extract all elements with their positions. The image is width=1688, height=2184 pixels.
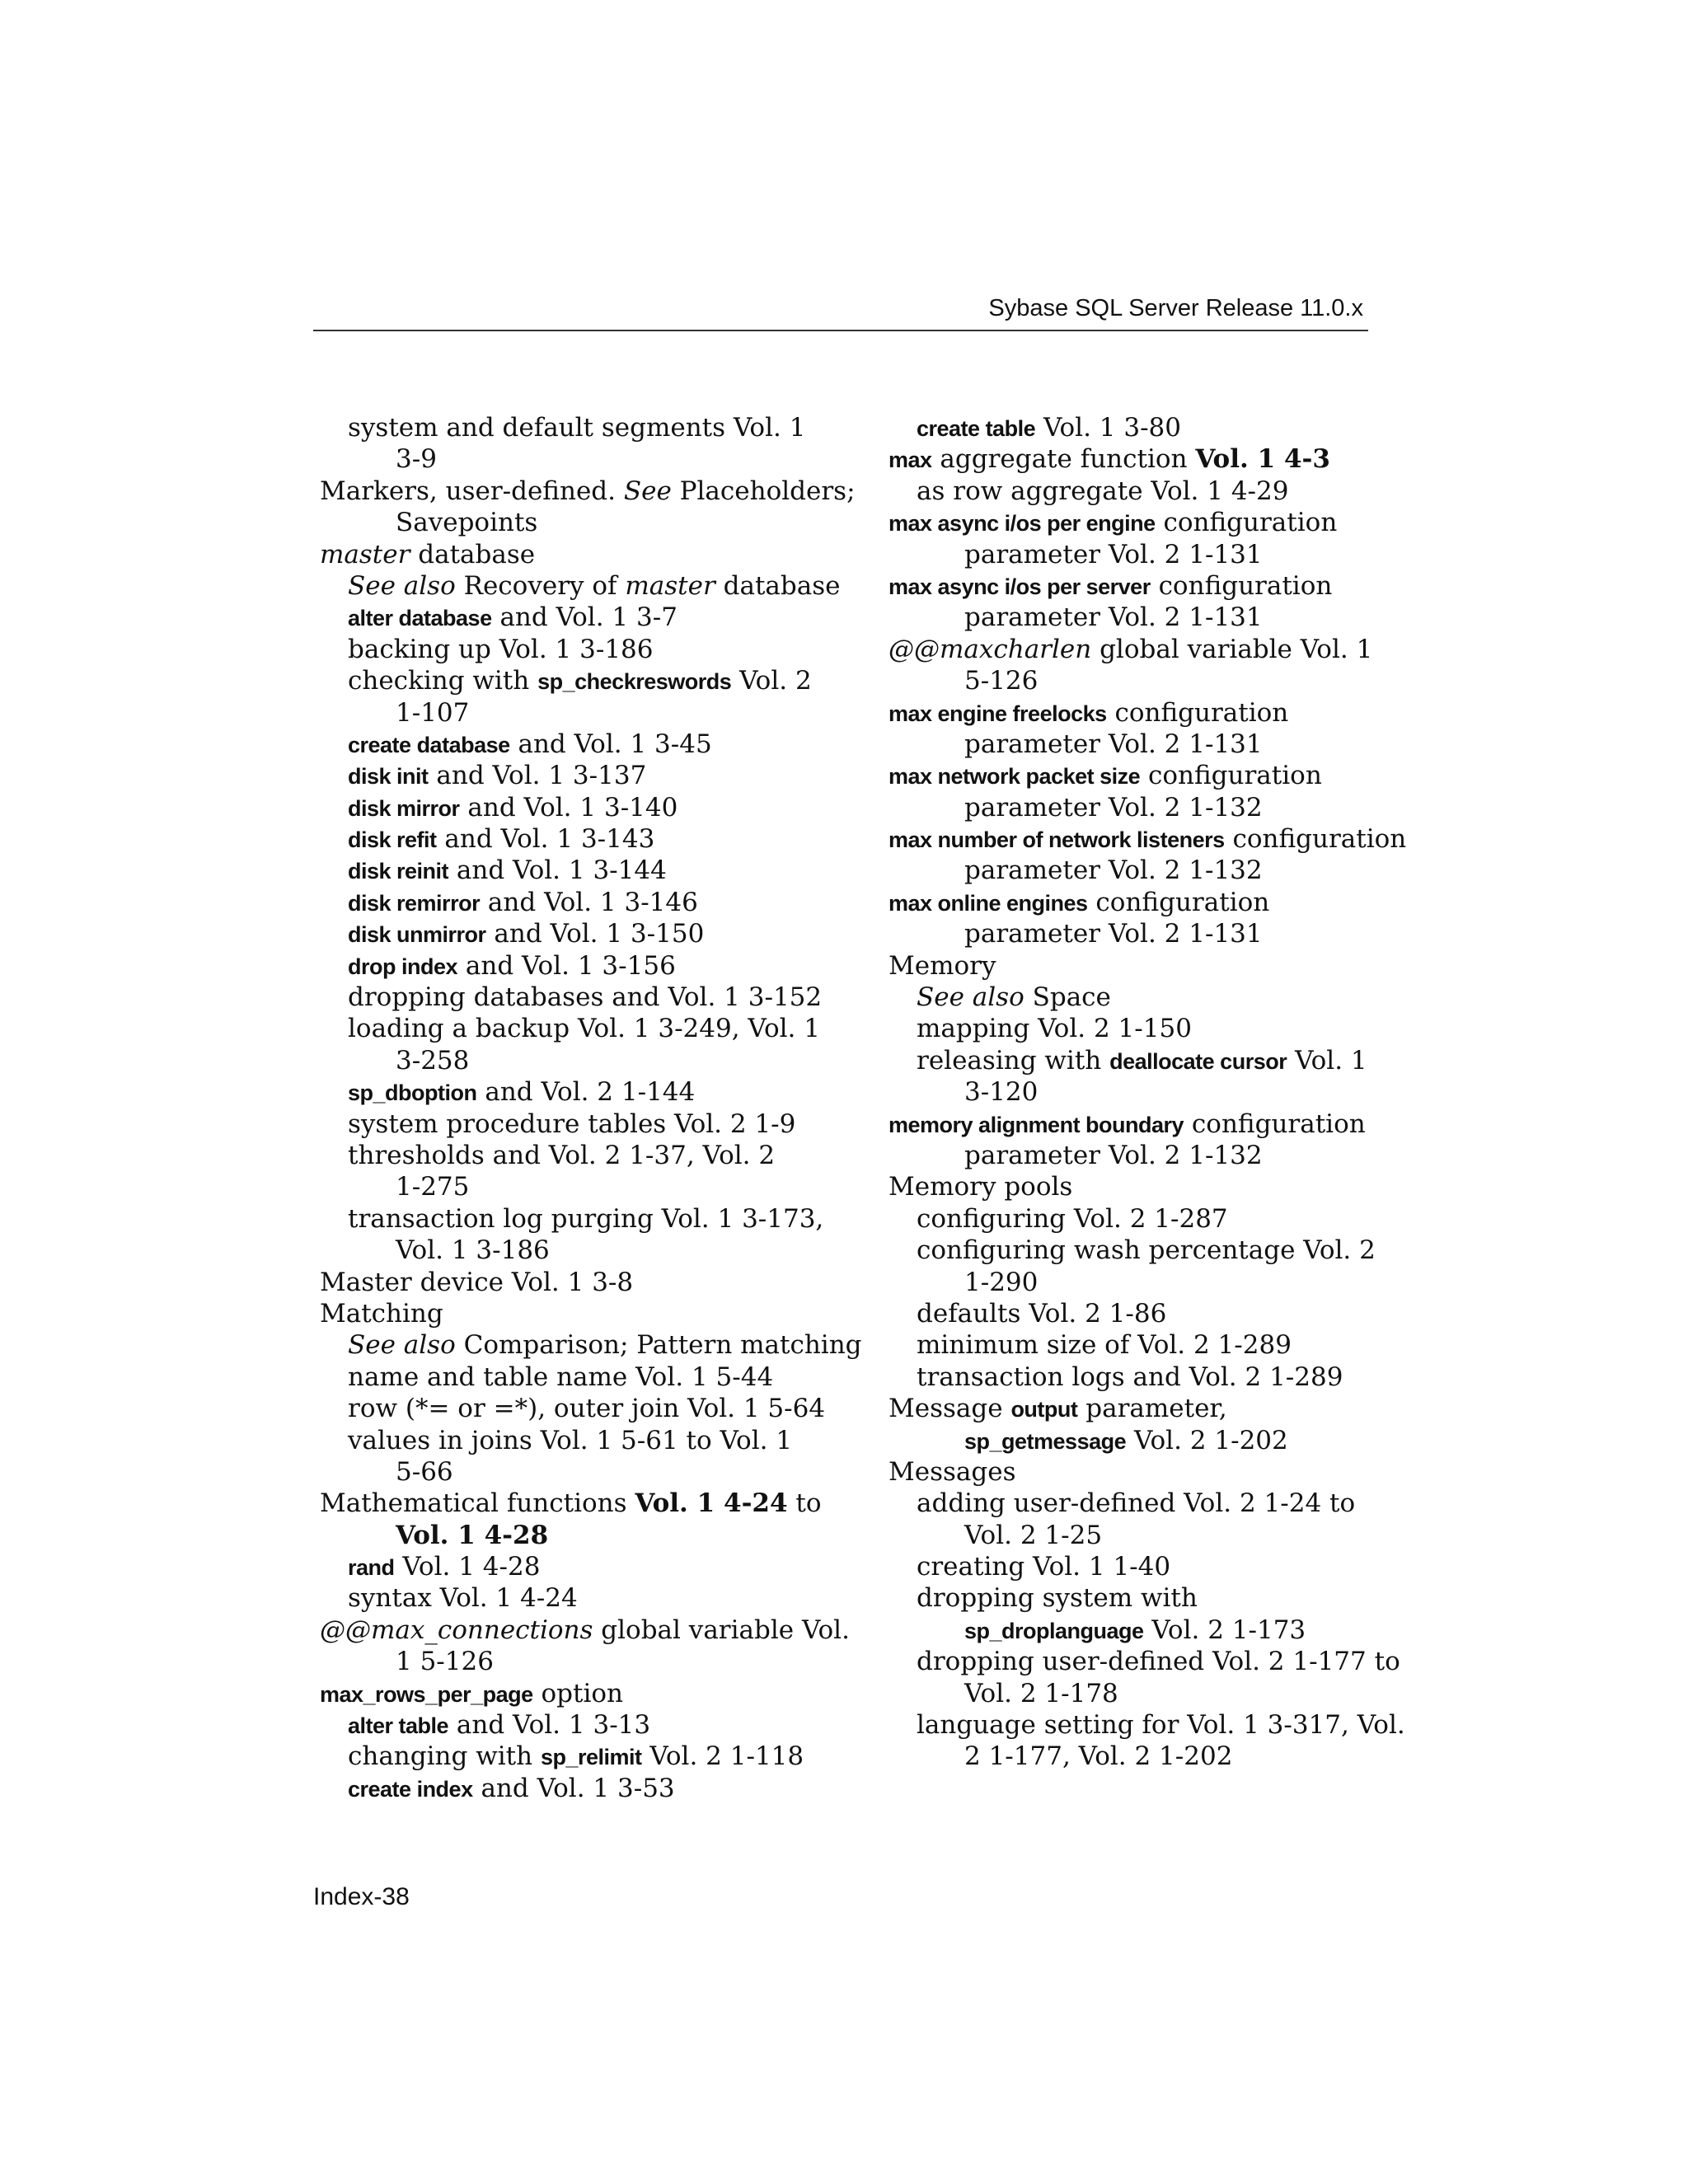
index-entry-line (889, 855, 1383, 886)
entry-text: Vol. 1 3-186 (396, 1235, 550, 1266)
index-entry-line (889, 665, 1383, 696)
code-term: create index (348, 1776, 473, 1802)
index-entry-line (320, 1045, 831, 1076)
index-entry-line (320, 823, 831, 855)
index-entry-line (889, 1709, 1405, 1741)
italic-term: master (320, 539, 410, 569)
index-entry-line (320, 1520, 831, 1551)
index-entry-line (889, 1456, 1383, 1488)
entry-text: changing with (348, 1741, 541, 1772)
index-entry-line (320, 570, 841, 602)
entry-text: parameter Vol. 2 1-132 (964, 792, 1263, 823)
index-entry-line (320, 1298, 831, 1329)
index-entry-line (889, 1678, 1383, 1709)
index-entry-line (320, 1108, 831, 1140)
index-entry-line (320, 1646, 831, 1677)
index-entry-line (320, 1709, 831, 1741)
running-header (313, 290, 1368, 331)
code-term: sp_droplanguage (964, 1618, 1144, 1643)
code-term: max async i/os per server (889, 574, 1151, 599)
entry-text: dropping databases and Vol. 1 3-152 (348, 982, 823, 1013)
bold-reference: Vol. 1 4-28 (396, 1520, 549, 1550)
entry-text: and Vol. 1 3-144 (448, 855, 667, 886)
entry-text: parameter, (1077, 1394, 1227, 1424)
entry-text: minimum size of Vol. 2 1-289 (917, 1330, 1292, 1361)
index-entry-line (320, 729, 831, 760)
entry-text: configuration (1155, 508, 1338, 538)
entry-text: parameter Vol. 2 1-131 (964, 919, 1263, 949)
index-entry-line (889, 602, 1383, 633)
code-term: create database (348, 732, 510, 757)
index-entry-line (320, 1171, 831, 1202)
entry-text: parameter Vol. 2 1-131 (964, 539, 1263, 569)
index-entry-line (889, 1171, 1383, 1202)
entry-text: Mathematical functions (320, 1488, 635, 1519)
code-term: sp_relimit (540, 1745, 642, 1770)
index-entry-line (320, 1013, 831, 1044)
index-entry-line (320, 539, 831, 570)
index-entry-line (320, 634, 831, 665)
index-entry-line (889, 697, 1383, 729)
index-entry-line (320, 1741, 831, 1772)
index-entry-line (889, 1329, 1383, 1361)
entry-text: Vol. 2 1-178 (964, 1678, 1118, 1708)
index-entry-line (889, 887, 1383, 918)
code-term: create table (917, 416, 1036, 441)
entry-text: and Vol. 1 3-156 (457, 950, 676, 981)
index-entry-line (320, 1488, 831, 1519)
italic-term: @@max_connections (320, 1615, 593, 1645)
index-entry-line (320, 855, 831, 886)
entry-text: configuration (1087, 887, 1270, 917)
code-term: max async i/os per engine (889, 511, 1156, 537)
index-entry-line (889, 982, 1383, 1013)
index-entry-line (889, 1582, 1383, 1614)
index-entry-line (889, 1741, 1383, 1772)
code-term: max online engines (889, 890, 1088, 916)
index-entry-line (320, 950, 831, 982)
entry-text: Master device Vol. 1 3-8 (320, 1267, 634, 1297)
running-header-title: Sybase SQL Server Release 11.0.x (988, 295, 1363, 321)
entry-text: dropping user-defined Vol. 2 1-177 to (917, 1647, 1400, 1677)
entry-text: 5-66 (396, 1456, 453, 1487)
index-entry-line (889, 1551, 1383, 1582)
entry-text: language setting for Vol. 1 3-317, Vol. (917, 1710, 1405, 1741)
code-term: disk refit (348, 827, 437, 853)
entry-text: transaction logs and Vol. 2 1-289 (917, 1361, 1343, 1392)
index-entry-line (889, 1615, 1383, 1646)
index-entry-line (320, 1393, 831, 1424)
entry-text: Comparison; Pattern matching (455, 1330, 862, 1361)
entry-text: values in joins Vol. 1 5-61 to Vol. 1 (348, 1425, 793, 1455)
entry-text: and Vol. 1 3-146 (480, 887, 698, 917)
entry-text: and Vol. 1 3-13 (448, 1710, 651, 1741)
entry-text: database (715, 570, 841, 601)
index-entry-line (889, 1646, 1400, 1677)
entry-text: defaults Vol. 2 1-86 (917, 1298, 1167, 1329)
index-entry-line (889, 443, 1383, 475)
code-term: sp_getmessage (964, 1428, 1127, 1454)
index-entry-line (889, 1425, 1383, 1456)
index-entry-line (889, 634, 1383, 665)
italic-term: See also (348, 570, 456, 601)
index-entry-line (889, 1393, 1383, 1424)
entry-text: and Vol. 1 3-143 (436, 824, 655, 855)
entry-text: global variable Vol. (593, 1615, 850, 1645)
index-entry-line (889, 1076, 1383, 1108)
code-term: disk init (348, 764, 429, 790)
code-term: sp_dboption (348, 1080, 477, 1106)
entry-text: and Vol. 1 3-140 (459, 792, 678, 823)
index-entry-line (889, 729, 1383, 760)
index-entry-line (889, 1108, 1383, 1140)
italic-term: master (625, 570, 715, 601)
index-entry-line (320, 665, 831, 696)
entry-text: 1-275 (396, 1172, 470, 1202)
index-entry-line (320, 760, 831, 791)
code-term: deallocate cursor (1109, 1048, 1287, 1074)
index-entry-line (889, 1235, 1383, 1266)
index-entry-line (889, 412, 1383, 443)
index-entry-line (889, 507, 1383, 538)
index-entry-line (320, 982, 831, 1013)
index-entry-line (889, 1045, 1383, 1076)
index-entry-line (320, 1235, 831, 1266)
entry-text: configuring wash percentage Vol. 2 (917, 1235, 1376, 1266)
index-entry-line (320, 1361, 831, 1393)
index-entry-line (889, 1013, 1383, 1044)
entry-text: configuration (1106, 697, 1289, 728)
code-term: alter table (348, 1713, 449, 1739)
entry-text: Vol. 2 (731, 666, 812, 696)
index-entry-line (889, 918, 1383, 949)
page-number: Index-38 (313, 1883, 410, 1910)
entry-text: database (410, 539, 536, 569)
code-term: disk remirror (348, 890, 481, 916)
entry-text: creating Vol. 1 1-40 (917, 1552, 1171, 1582)
entry-text: loading a backup Vol. 1 3-249, Vol. 1 (348, 1014, 820, 1044)
code-term: max number of network listeners (889, 827, 1225, 853)
bold-reference: Vol. 1 4-3 (1195, 444, 1330, 475)
italic-term: @@maxcharlen (889, 634, 1092, 664)
index-entry-line (889, 950, 1383, 982)
entry-text: global variable Vol. 1 (1091, 634, 1373, 664)
entry-text: backing up Vol. 1 3-186 (348, 634, 654, 664)
entry-text: and Vol. 1 3-53 (472, 1773, 675, 1803)
italic-term: See also (348, 1330, 456, 1361)
entry-text: to (787, 1488, 822, 1519)
entry-text: Vol. 1 3-80 (1035, 413, 1181, 443)
index-entry-line (889, 570, 1383, 602)
index-entry-line (889, 1140, 1383, 1171)
entry-text: Placeholders; (671, 476, 856, 506)
entry-text: Messages (889, 1456, 1016, 1487)
code-term: max engine freelocks (889, 701, 1107, 726)
entry-text: 5-126 (964, 666, 1039, 696)
code-term: memory alignment boundary (889, 1112, 1184, 1137)
entry-text: Vol. 2 1-25 (964, 1520, 1103, 1550)
entry-text: Matching (320, 1298, 443, 1329)
index-entry-line (889, 792, 1383, 823)
entry-text: configuration (1224, 824, 1407, 855)
entry-text: 1 5-126 (396, 1647, 494, 1677)
index-entry-line (320, 1678, 831, 1709)
code-term: alter database (348, 606, 492, 631)
index-entry-line (889, 1520, 1383, 1551)
index-entry-line (320, 1551, 831, 1582)
entry-text: Recovery of (455, 570, 626, 601)
entry-text: Vol. 1 (1287, 1045, 1367, 1076)
index-entry-line (320, 697, 831, 729)
entry-text: row (*= or =*), outer join Vol. 1 5-64 (348, 1394, 826, 1424)
index-entry-line (320, 1076, 831, 1108)
code-term: disk mirror (348, 795, 460, 821)
entry-text: thresholds and Vol. 2 1-37, Vol. 2 (348, 1140, 776, 1170)
entry-text: parameter Vol. 2 1-131 (964, 729, 1263, 759)
entry-text: Vol. 2 1-173 (1143, 1615, 1306, 1645)
entry-text: mapping Vol. 2 1-150 (917, 1014, 1192, 1044)
index-entry-line (889, 760, 1383, 791)
entry-text: and Vol. 1 3-7 (491, 602, 678, 633)
entry-text: and Vol. 1 3-45 (509, 729, 712, 759)
index-entry-line (889, 539, 1383, 570)
code-term: max (889, 448, 932, 473)
entry-text: configuration (1184, 1108, 1366, 1139)
entry-text: Savepoints (396, 508, 538, 538)
entry-text: transaction log purging Vol. 1 3-173, (348, 1203, 824, 1234)
index-entry-line (320, 1456, 831, 1488)
entry-text: Vol. 2 1-118 (641, 1741, 804, 1772)
entry-text: parameter Vol. 2 1-132 (964, 855, 1263, 886)
entry-text: Message (889, 1394, 1011, 1424)
index-entry-line (320, 443, 831, 475)
entry-text: option (532, 1678, 624, 1708)
index-entry-line (889, 823, 1407, 855)
entry-text: 3-120 (964, 1077, 1039, 1108)
index-entry-line (320, 1267, 831, 1298)
entry-text: parameter Vol. 2 1-132 (964, 1140, 1263, 1170)
entry-text: and Vol. 2 1-144 (476, 1077, 696, 1108)
index-entry-line (320, 1140, 831, 1171)
italic-term: See (623, 476, 672, 506)
index-entry-line (889, 1488, 1383, 1519)
index-entry-line (889, 1267, 1383, 1298)
entry-text: Vol. 2 1-202 (1126, 1425, 1288, 1455)
index-entry-line (320, 1582, 831, 1614)
entry-text: 3-9 (396, 444, 437, 475)
entry-text: Space (1024, 982, 1111, 1013)
code-term: disk reinit (348, 859, 449, 884)
index-entry-line (889, 1298, 1383, 1329)
entry-text: aggregate function (931, 444, 1196, 475)
index-entry-line (320, 1203, 831, 1235)
entry-text: 1-107 (396, 697, 470, 728)
entry-text: syntax Vol. 1 4-24 (348, 1583, 578, 1614)
entry-text: Vol. 1 4-28 (394, 1552, 541, 1582)
entry-text: configuration (1140, 761, 1322, 791)
entry-text: adding user-defined Vol. 2 1-24 to (917, 1488, 1356, 1519)
code-term: output (1010, 1397, 1078, 1422)
code-term: rand (348, 1555, 395, 1581)
entry-text: Markers, user-defined. (320, 476, 624, 506)
index-entry-line (889, 476, 1383, 507)
index-entry-line (320, 1773, 831, 1804)
entry-text: system and default segments Vol. 1 (348, 413, 806, 443)
entry-text: system procedure tables Vol. 2 1-9 (348, 1108, 796, 1139)
entry-text: Memory (889, 950, 996, 981)
code-term: disk unmirror (348, 922, 486, 948)
entry-text: and Vol. 1 3-150 (485, 919, 705, 949)
entry-text: releasing with (917, 1045, 1110, 1076)
code-term: drop index (348, 954, 458, 979)
index-column-left (320, 412, 862, 1804)
bold-reference: Vol. 1 4-24 (635, 1488, 788, 1519)
entry-text: configuration (1150, 570, 1333, 601)
index-entry-line (320, 1425, 831, 1456)
index-entry-line (320, 918, 831, 949)
index-entry-line (320, 1615, 850, 1646)
entry-text: 1-290 (964, 1267, 1039, 1297)
index-entry-line (320, 412, 831, 443)
entry-text: as row aggregate Vol. 1 4-29 (917, 476, 1289, 506)
index-entry-line (889, 1203, 1383, 1235)
page-footer (313, 1881, 410, 1914)
code-term: max network packet size (889, 764, 1141, 790)
entry-text: and Vol. 1 3-137 (428, 761, 647, 791)
entry-text: checking with (348, 666, 538, 696)
index-entry-line (320, 887, 831, 918)
entry-text: dropping system with (917, 1583, 1198, 1614)
italic-term: See also (917, 982, 1025, 1013)
index-entry-line (320, 507, 831, 538)
index-entry-line (320, 602, 831, 633)
entry-text: 3-258 (396, 1045, 470, 1076)
entry-text: Memory pools (889, 1172, 1073, 1202)
entry-text: parameter Vol. 2 1-131 (964, 602, 1263, 633)
index-entry-line (320, 792, 831, 823)
index-entry-line (320, 1329, 862, 1361)
code-term: max_rows_per_page (320, 1681, 533, 1707)
index-entry-line (889, 1361, 1383, 1393)
index-column-right (889, 412, 1407, 1773)
entry-text: configuring Vol. 2 1-287 (917, 1203, 1228, 1234)
index-entry-line (320, 476, 856, 507)
entry-text: 2 1-177, Vol. 2 1-202 (964, 1741, 1233, 1772)
entry-text: name and table name Vol. 1 5-44 (348, 1361, 774, 1392)
code-term: sp_checkreswords (537, 669, 732, 695)
